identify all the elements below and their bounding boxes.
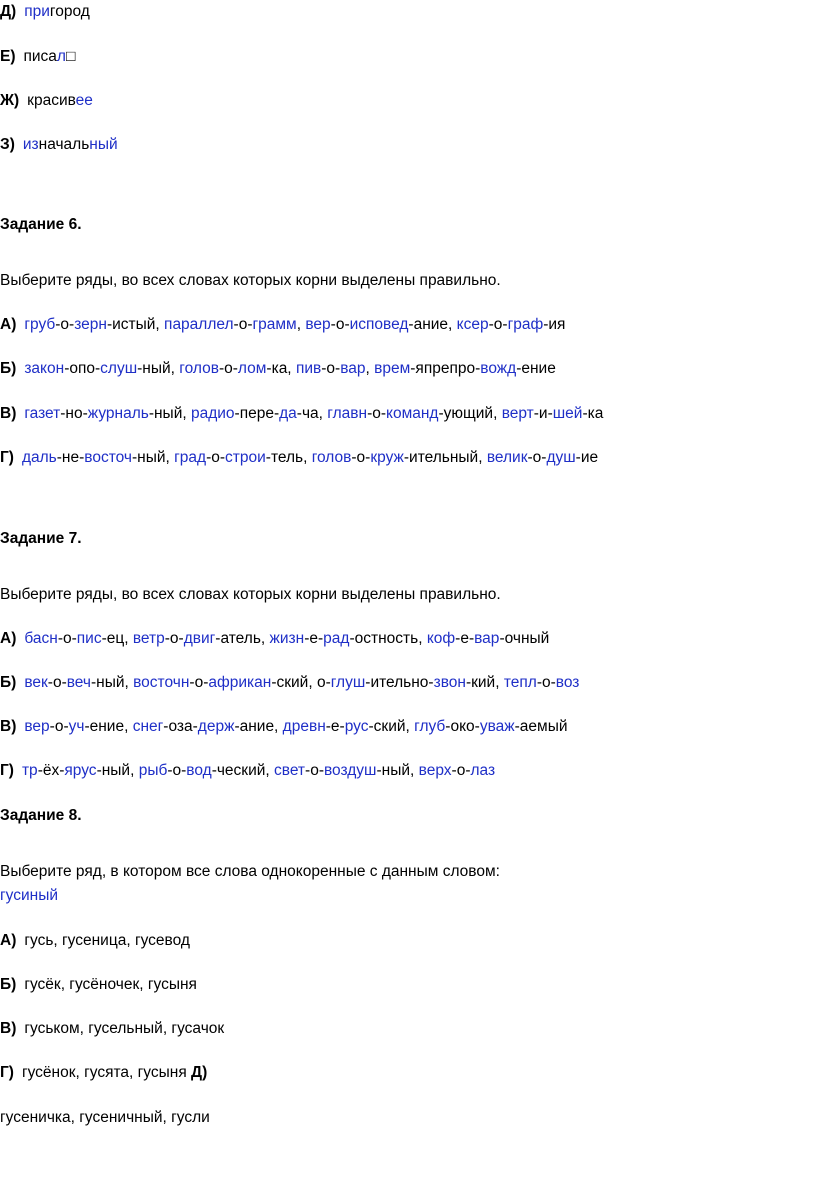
option-label: Г) (0, 449, 14, 466)
word-segment: , (296, 316, 306, 333)
word-segment: -ительно- (365, 674, 434, 691)
root-segment: снег (132, 718, 164, 735)
root-segment: век (24, 674, 48, 691)
root-segment: глуб (414, 718, 446, 735)
option-label: З) (0, 136, 15, 153)
root-segment: тепл (503, 674, 537, 691)
word-segment: -ный, (131, 449, 175, 466)
word-segment: -о- (527, 449, 547, 466)
word-segment: -япрепро- (410, 360, 481, 377)
root-segment: уваж (479, 718, 515, 735)
root-segment: закон (24, 360, 65, 377)
task6-option-a (0, 315, 565, 335)
root-segment: держ (197, 718, 235, 735)
word-segment: -о- (55, 316, 75, 333)
word-segment: -о- (47, 674, 67, 691)
task8-option-v (0, 1019, 224, 1039)
word-segment: -о- (536, 674, 556, 691)
word-segment: началь (38, 136, 90, 153)
root-segment: звон (433, 674, 466, 691)
root-segment: вожд (480, 360, 517, 377)
option-label: А) (0, 630, 17, 647)
option-label: В) (0, 718, 17, 735)
word-segment: писа (23, 48, 57, 65)
root-segment: лом (237, 360, 267, 377)
option-label: В) (0, 405, 17, 422)
word-segment: -о- (488, 316, 508, 333)
word-segment: -пере- (234, 405, 280, 422)
root-segment: лаз (470, 762, 496, 779)
root-segment: вод (186, 762, 212, 779)
root-segment: из (22, 136, 39, 153)
option-label: Б) (0, 360, 17, 377)
root-segment: команд (386, 405, 439, 422)
root-segment: голов (179, 360, 219, 377)
root-segment: верх (418, 762, 452, 779)
root-segment: жизн (269, 630, 305, 647)
option-label-d: Д) (191, 1064, 208, 1081)
word-segment: -ие (575, 449, 599, 466)
root-segment: зерн (74, 316, 107, 333)
task7-option-b (0, 673, 579, 693)
root-segment: ее (75, 92, 93, 109)
root-segment: да (279, 405, 297, 422)
option-zh (0, 91, 93, 111)
root-segment: воздуш (323, 762, 377, 779)
option-label: А) (0, 316, 17, 333)
word-segment: -и- (533, 405, 553, 422)
word-segment: -не- (56, 449, 85, 466)
root-segment: ный (89, 136, 118, 153)
word-parts (24, 48, 76, 65)
root-segment: древн (282, 718, 326, 735)
word-segment: -о- (330, 316, 350, 333)
word-segment: -но- (60, 405, 88, 422)
task6-prompt: Выберите ряды, во всех словах которых корни выделены правильно. (0, 272, 501, 289)
task6-option-g (0, 448, 598, 468)
task6-option-v (0, 404, 603, 424)
task8-option-g (0, 1063, 207, 1083)
task8-prompt: Выберите ряд, в котором все слова однокоренные с данным словом: (0, 863, 500, 880)
task8-given-word: гусиный (0, 887, 58, 904)
option-label: Б) (0, 976, 17, 993)
word-segment: -о- (233, 316, 253, 333)
root-segment: рус (344, 718, 369, 735)
root-segment: врем (374, 360, 411, 377)
word-segment: -о- (321, 360, 341, 377)
word-segment: город (49, 3, 90, 20)
root-segment: рыб (138, 762, 168, 779)
word-segment: -кий, (465, 674, 504, 691)
root-segment: басн (24, 630, 58, 647)
root-segment: град (174, 449, 207, 466)
word-segment: -ча, (296, 405, 328, 422)
word-segment: -ец, (101, 630, 133, 647)
root-segment: двиг (183, 630, 216, 647)
task8-option-b (0, 975, 197, 995)
root-segment: веч (66, 674, 91, 691)
root-segment: ксер (456, 316, 489, 333)
word-parts (23, 136, 118, 153)
root-segment: африкан (208, 674, 272, 691)
word-segment: -ка (582, 405, 604, 422)
word-segment: -ание, (408, 316, 457, 333)
task7-option-g (0, 761, 495, 781)
root-segment: при (24, 3, 50, 20)
word-segment: , (365, 360, 375, 377)
root-segment: велик (486, 449, 528, 466)
root-segment: слуш (100, 360, 138, 377)
word-segment: -о- (351, 449, 371, 466)
word-segment: -е- (455, 630, 475, 647)
word-parts (22, 762, 495, 779)
word-parts (24, 405, 603, 422)
word-segment: -о- (57, 630, 77, 647)
root-segment: груб (24, 316, 56, 333)
word-segment: -истый, (106, 316, 165, 333)
option-text: гусёнок, гусята, гусыня (21, 1064, 187, 1081)
option-z (0, 135, 118, 155)
word-segment: -око- (445, 718, 480, 735)
root-segment: вар (474, 630, 500, 647)
option-e (0, 47, 75, 67)
root-segment: вар (340, 360, 366, 377)
root-segment: пив (295, 360, 322, 377)
word-segment: -о- (164, 630, 184, 647)
word-segment: -тель, (265, 449, 312, 466)
root-segment: л (56, 48, 66, 65)
option-label: Е) (0, 48, 16, 65)
word-parts (24, 316, 565, 333)
word-segment: □ (65, 48, 76, 65)
word-segment: -е- (304, 630, 324, 647)
word-segment: -ка, (266, 360, 296, 377)
task7-option-a (0, 629, 549, 649)
word-segment: -о- (167, 762, 187, 779)
root-segment: радио (190, 405, 235, 422)
word-segment: -остность, (349, 630, 427, 647)
word-segment: -ный, (96, 762, 139, 779)
task7-title: Задание 7. (0, 530, 82, 547)
word-segment: -оза- (163, 718, 198, 735)
task8-option-a (0, 931, 190, 951)
word-segment: -ительный, (403, 449, 487, 466)
root-segment: шей (552, 405, 583, 422)
task8-title: Задание 8. (0, 807, 82, 824)
word-segment: -ание, (234, 718, 283, 735)
word-segment: -ия (543, 316, 566, 333)
word-segment: -ёх- (37, 762, 65, 779)
word-segment: -о- (206, 449, 226, 466)
option-label: А) (0, 932, 17, 949)
root-segment: вер (24, 718, 50, 735)
root-segment: исповед (349, 316, 409, 333)
word-segment: -о- (218, 360, 238, 377)
task6-option-b (0, 359, 556, 379)
word-segment: -ный, (148, 405, 191, 422)
option-d (0, 2, 90, 22)
root-segment: голов (311, 449, 352, 466)
option-text: гусёк, гусёночек, гусыня (24, 976, 197, 993)
word-segment: -ение (516, 360, 556, 377)
word-parts (24, 360, 556, 377)
word-segment: -ный, (137, 360, 180, 377)
word-segment: -ный, (376, 762, 419, 779)
root-segment: глуш (330, 674, 366, 691)
root-segment: уч (68, 718, 85, 735)
root-segment: коф (426, 630, 456, 647)
root-segment: даль (21, 449, 57, 466)
word-segment: -о- (451, 762, 471, 779)
word-segment: -атель, (215, 630, 270, 647)
word-parts (24, 718, 567, 735)
word-segment: -е- (325, 718, 345, 735)
word-parts (27, 92, 93, 109)
root-segment: восточ (84, 449, 132, 466)
word-segment: -о- (305, 762, 324, 779)
word-segment: -о- (189, 674, 209, 691)
root-segment: круж (370, 449, 404, 466)
root-segment: главн (327, 405, 368, 422)
root-segment: строи (225, 449, 266, 466)
word-segment: -ский, (368, 718, 415, 735)
root-segment: граф (507, 316, 544, 333)
root-segment: газет (24, 405, 61, 422)
root-segment: ветр (132, 630, 165, 647)
root-segment: пис (76, 630, 102, 647)
task7-option-v (0, 717, 568, 737)
word-parts (24, 630, 549, 647)
word-parts (24, 674, 579, 691)
root-segment: воз (555, 674, 580, 691)
word-segment: -ующий, (438, 405, 502, 422)
word-parts (24, 3, 90, 20)
word-segment: красив (27, 92, 76, 109)
option-label: Б) (0, 674, 17, 691)
option-label: Г) (0, 762, 14, 779)
word-segment: -очный (499, 630, 550, 647)
option-label: Д) (0, 3, 17, 20)
word-segment: -ский, о- (271, 674, 331, 691)
word-segment: -ный, (90, 674, 134, 691)
word-parts (22, 449, 598, 466)
word-segment: -о- (367, 405, 387, 422)
option-label: В) (0, 1020, 17, 1037)
root-segment: душ (546, 449, 576, 466)
root-segment: грамм (252, 316, 297, 333)
option-label: Ж) (0, 92, 20, 109)
root-segment: верт (501, 405, 534, 422)
root-segment: восточн (133, 674, 190, 691)
root-segment: журналь (87, 405, 149, 422)
task6-title: Задание 6. (0, 216, 82, 233)
task8-last-line: гусеничка, гусеничный, гусли (0, 1109, 210, 1126)
root-segment: ярус (64, 762, 97, 779)
root-segment: параллел (164, 316, 234, 333)
root-segment: свет (274, 762, 306, 779)
word-segment: -аемый (514, 718, 568, 735)
root-segment: рад (323, 630, 350, 647)
word-segment: -опо- (64, 360, 101, 377)
option-label: Г) (0, 1064, 14, 1081)
word-segment: -ческий, (211, 762, 275, 779)
word-segment: -ение, (84, 718, 133, 735)
task7-prompt: Выберите ряды, во всех словах которых корни выделены правильно. (0, 586, 501, 603)
option-text: гусь, гусеница, гусевод (24, 932, 190, 949)
root-segment: тр (21, 762, 38, 779)
word-segment: -о- (49, 718, 69, 735)
option-text: гуськом, гусельный, гусачок (24, 1020, 225, 1037)
root-segment: вер (305, 316, 331, 333)
